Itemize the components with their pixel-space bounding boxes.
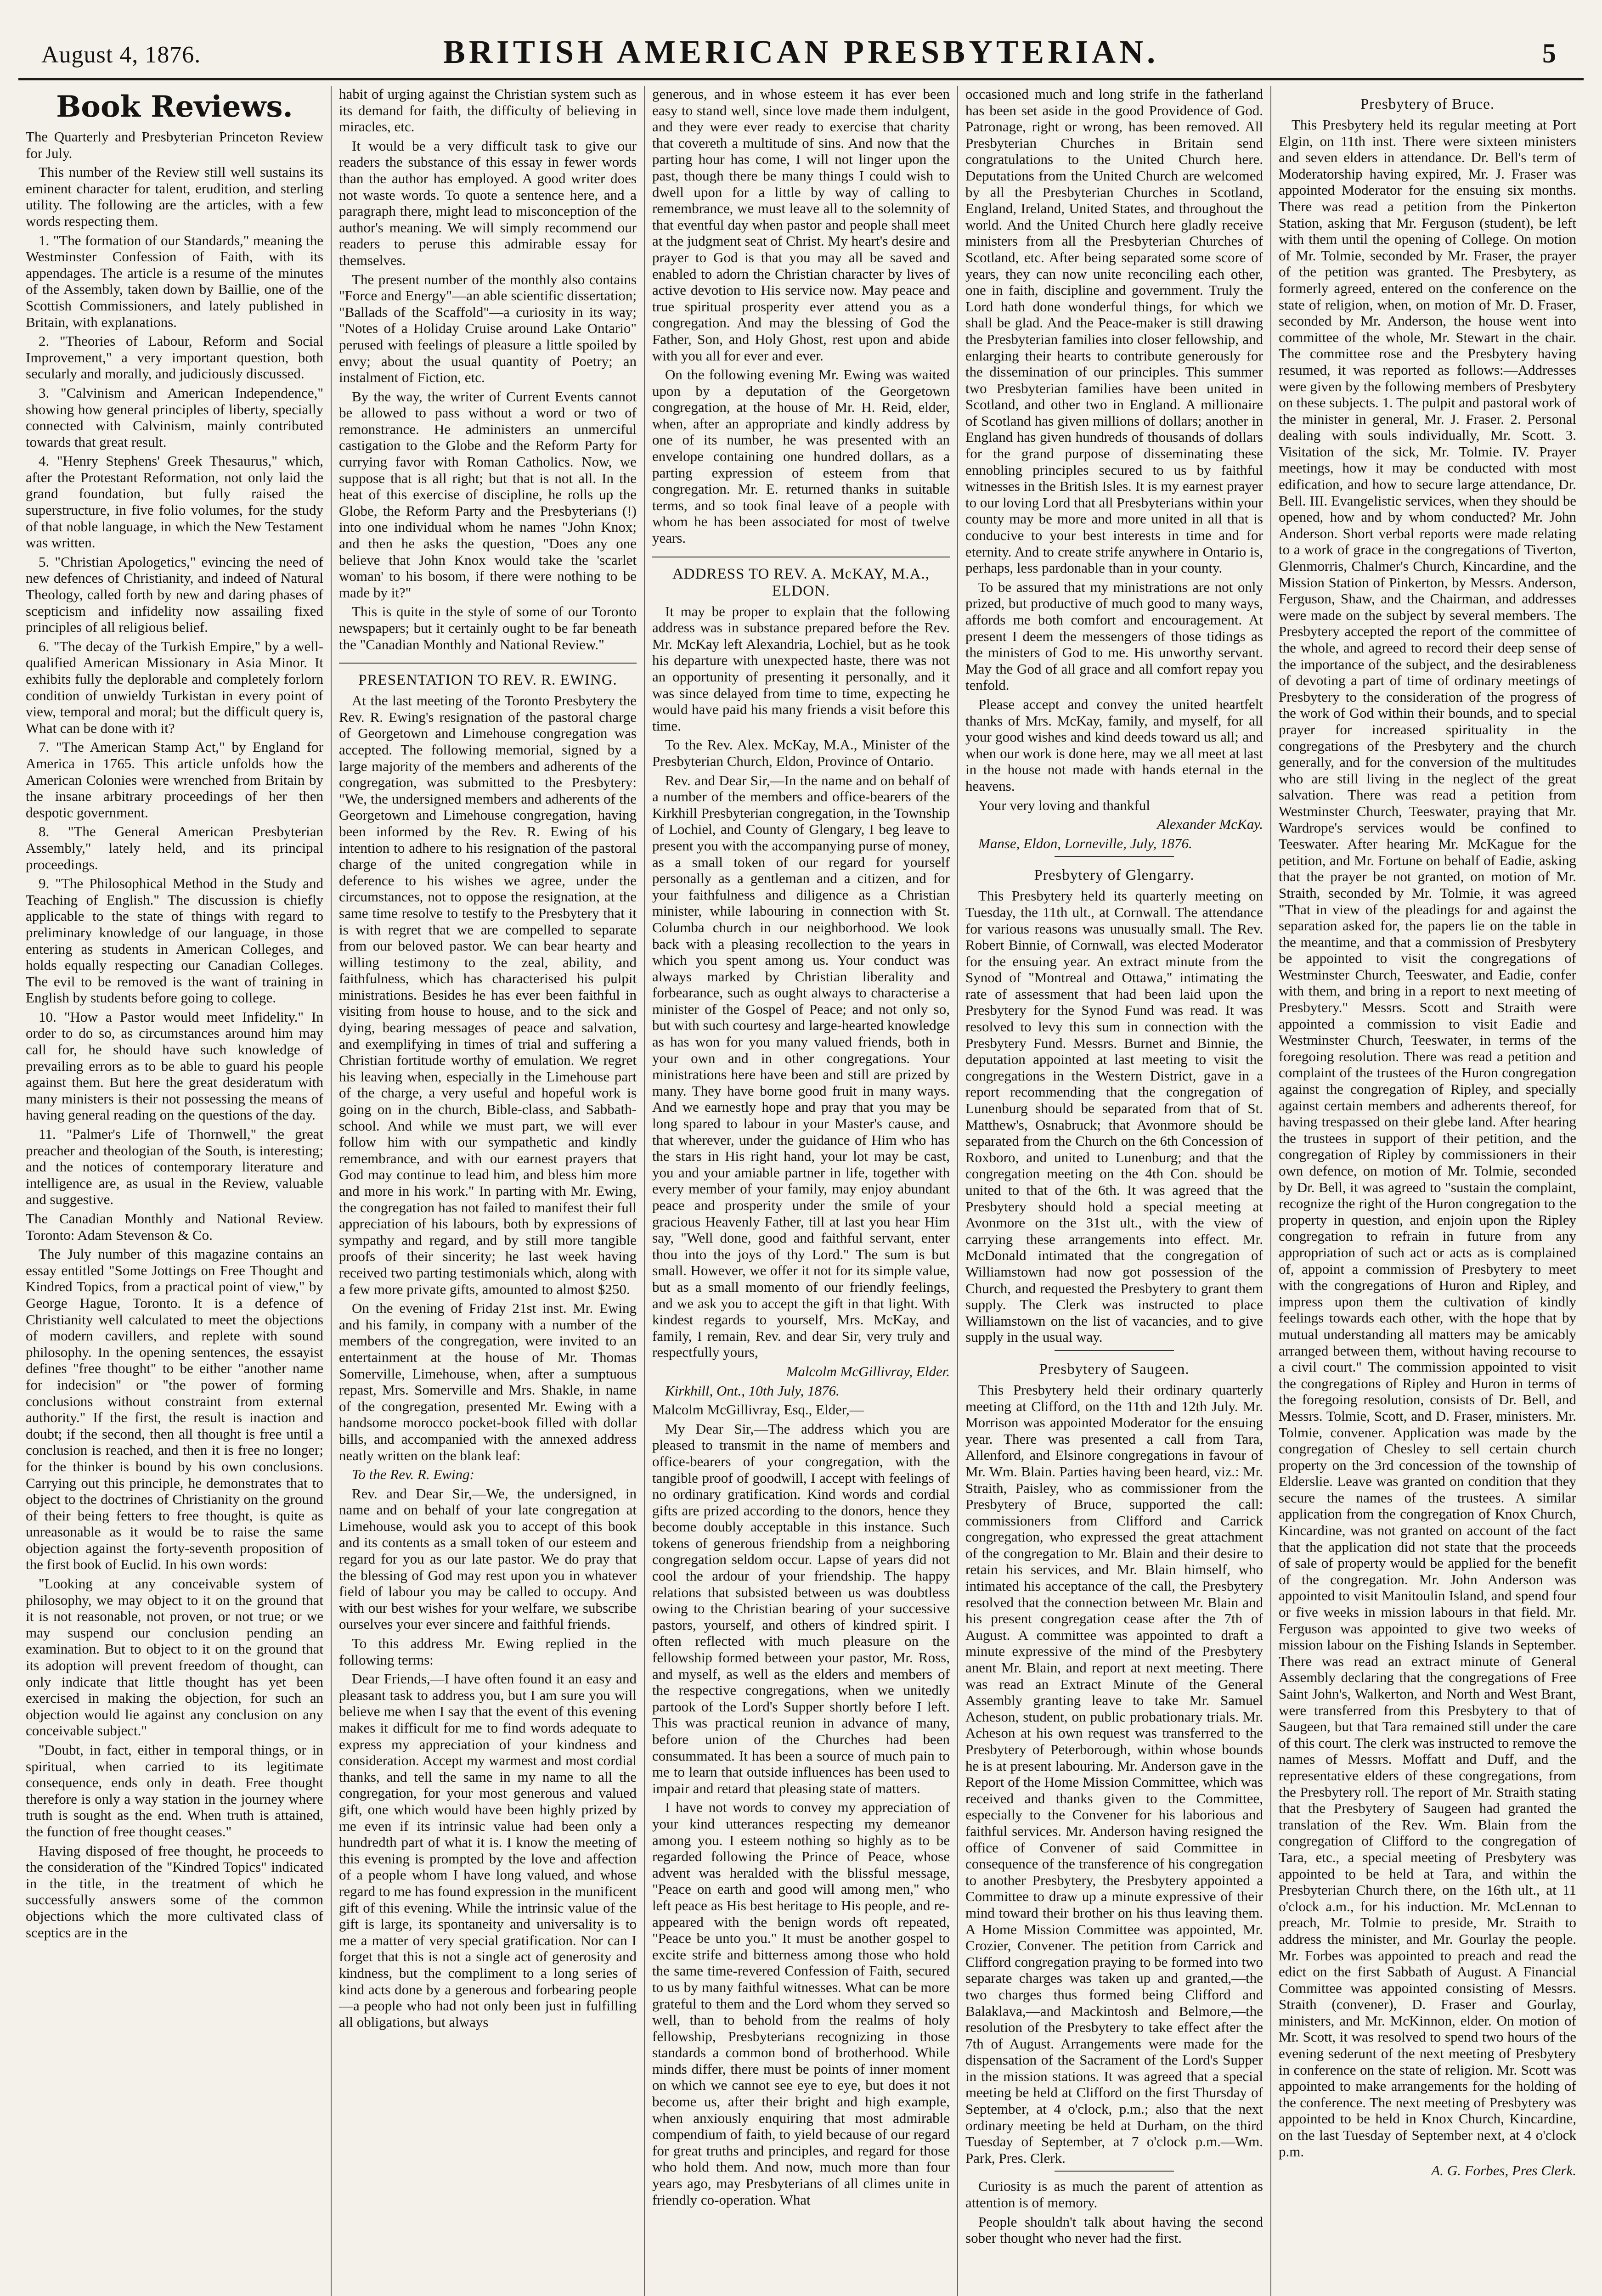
section-title-book-reviews: Book Reviews. bbox=[56, 90, 293, 124]
paragraph: This number of the Review still well sustains its eminent character for talent, erudition, and sterling utility. The following are the articles, with a few words respecting them. bbox=[26, 164, 323, 229]
paragraph: Having disposed of free thought, he proceeds to the consideration of the "Kindred Topics" indicated in the title, in the treatment of which he successfully answers some of the common objections which the more cultivated class of sceptics are in the bbox=[26, 1842, 323, 1941]
paragraph: The Canadian Monthly and National Review. Toronto: Adam Stevenson & Co. bbox=[26, 1210, 323, 1243]
paragraph: It may be proper to explain that the following address was in substance prepared before the Rev. Mr. McKay left Alexandria, Lochiel, but as he took his departure with unexpected haste, there was not an opportunity of presenting it personally, and it was since delayed from time to time, expecting he would have paid his many friends a visit before this time. bbox=[652, 603, 950, 734]
divider bbox=[1055, 2171, 1173, 2172]
salutation: Malcolm McGillivray, Esq., Elder,— bbox=[652, 1401, 864, 1418]
paragraph: On the evening of Friday 21st inst. Mr. Ewing and his family, in company with a number of the members of the congregation, were invited to an entertainment at the house of Mr. Thomas Somerville, Limehouse, when, after a sumptuous repast, Mrs. Somerville and Mrs. Shakle, in name of the congregation, presented Mr. Ewing with a handsome morocco pocket-book filled with dollar bills, and accompanied with the annexed address neatly written on the blank leaf: bbox=[339, 1300, 637, 1463]
paragraph: 2. "Theories of Labour, Reform and Social Improvement," a very important question, both secularly and morally, and judiciously discussed. bbox=[26, 333, 323, 382]
newspaper-title: BRITISH AMERICAN PRESBYTERIAN. bbox=[443, 34, 1159, 70]
paragraph: The present number of the monthly also contains "Force and Energy"—an able scientific dissertation; "Ballads of the Scaffold"—a curiosity in its way; "Notes of a Holiday Cruise around Lake Ontario" perused with feelings of pleasure a little spoiled by envy; about the usual quantity of Poetry; an instalment of Fiction, etc. bbox=[339, 271, 637, 386]
paragraph: "Doubt, in fact, either in temporal things, or in spiritual, when carried to its legitimate consequence, ends only in death. Free thought therefore is only a way station in the journey where truth is sought as the end. When truth is attained, the function of free thought ceases." bbox=[26, 1742, 323, 1840]
paragraph: By the way, the writer of Current Events cannot be allowed to pass without a word or two of remonstrance. He administers an unmerciful castigation to the Globe and the Reform Party for currying favor with Roman Catholics. Now, we suppose that is all right; but that is not all. In the heat of this exercise of discipline, he rolls up the Globe, the Reform Party and the Presbyterians (!) into one individual whom he names "John Knox; and then he asks the question, "Does any one believe that John Knox would take the 'scarlet woman' to his bosom, if there were nothing to be made by it?" bbox=[339, 388, 637, 601]
dateline: Manse, Eldon, Lorneville, July, 1876. bbox=[978, 835, 1192, 851]
paragraph: 10. "How a Pastor would meet Infidelity." In order to do so, as circumstances around him may call for, he should have such knowledge of prevailing errors as to be able to guard his people against them. But here the great desideratum with many ministers is their not possessing the means of having general reading on the questions of the day. bbox=[26, 1008, 323, 1123]
paragraph: The Quarterly and Presbyterian Princeton Review for July. bbox=[26, 129, 323, 161]
paragraph: Your very loving and thankful bbox=[978, 797, 1150, 813]
headline-presbytery-glengarry: Presbytery of Glengarry. bbox=[1034, 867, 1195, 884]
paragraph: generous, and in whose esteem it has ever been easy to stand well, since love made them indulgent, and they were ever ready to exercise that charity that covereth a multitude of sins. And now that the parting hour has come, I will not linger upon the past, though there be many things I could wish to dwell upon for a little by way of calling to remembrance, we must leave all to the solemnity of that eventful day when pastor and people shall meet at the judgment seat of Christ. My heart's desire and prayer to God is that you may all be saved and enabled to adorn the Christian character by lives of active devotion to His service now. May peace and true spiritual prosperity ever attend you as a congregation. And may the blessing of God the Father, Son, and Holy Ghost, rest upon and abide with you all for ever and ever. bbox=[652, 86, 950, 364]
page-number: 5 bbox=[1542, 38, 1556, 68]
signature: Alexander McKay. bbox=[1157, 816, 1263, 833]
column-4 bbox=[958, 86, 1271, 2296]
headline-presbytery-saugeen: Presbytery of Saugeen. bbox=[1039, 1361, 1190, 1378]
dateline: Kirkhill, Ont., 10th July, 1876. bbox=[665, 1382, 840, 1399]
paragraph: 7. "The American Stamp Act," by England for America in 1765. This article unfolds how the American Colonies were wrenched from Britain by the insane arbitrary proceedings of her then despotic government. bbox=[26, 739, 323, 821]
address-heading: To the Rev. R. Ewing: bbox=[352, 1466, 474, 1483]
paragraph: habit of urging against the Christian system such as its demand for faith, the difficulty of believing in miracles, etc. bbox=[339, 86, 637, 135]
paragraph: 6. "The decay of the Turkish Empire," by a well-qualified American Missionary in Asia Minor. It exhibits fully the deplorable and completely forlorn condition of unwieldy Turkistan in every point of view, temporal and moral; but the difficult query is, What can be done with it? bbox=[26, 638, 323, 736]
headline-address-mckay: ADDRESS TO REV. A. McKAY, M.A., ELDON. bbox=[652, 557, 950, 600]
paragraph: 3. "Calvinism and American Independence," showing how general principles of liberty, specially connected with Calvinism, mainly contributed towards that great result. bbox=[26, 384, 323, 450]
headline-presbytery-bruce: Presbytery of Bruce. bbox=[1360, 96, 1495, 113]
paragraph: This Presbytery held its quarterly meeting on Tuesday, the 11th ult., at Cornwall. The attendance for various reasons was unusually small. The Rev. Robert Binnie, of Cornwall, was elected Moderator for the ensuing year. An extract minute from the Synod of "Montreal and Ottawa," intimating the rate of assessment that had been laid upon the Presbytery for the Synod Fund was read. It was resolved to levy this sum in connection with the Presbytery Fund. Messrs. Burnet and Binnie, the deputation appointed at last meeting to visit the congregations in the Western District, gave in a report recommending that the congregation of Lunenburg should be separated from that of St. Matthew's, Osnabruck; that Avonmore should be separated from the Church on the 6th Concession of Roxboro, and united to Lunenburg; and that the congregation meeting on the 4th Con. should be united to that of the 6th. It was agreed that the Presbytery should hold a special meeting at Avonmore on the 31st ult., with the view of carrying these arrangements into effect. Mr. McDonald intimated that the congregation of Williamstown had now got possession of the Church, and requested the Presbytery to grant them supply. The Clerk was instructed to place Williamstown on the list of vacancies, and to give supply in the usual way. bbox=[965, 888, 1263, 1345]
signature: A. G. Forbes, Pres Clerk. bbox=[1431, 2162, 1576, 2179]
paragraph: 5. "Christian Apologetics," evincing the need of new defences of Christianity, and indeed of Natural Theology, called forth by new and daring phases of scepticism and infidelity now assailing fixed principles of all religious belief. bbox=[26, 553, 323, 636]
article-columns bbox=[18, 86, 1584, 2296]
paragraph: On the following evening Mr. Ewing was waited upon by a deputation of the Georgetown congregation, at the house of Mr. H. Reid, elder, when, after an appropriate and kindly address by one of its number, he was presented with an envelope containing one hundred dollars, as a parting expression of esteem from that congregation. Mr. E. returned thanks in suitable terms, and so took final leave of a people with whom he has been associated for most of twelve years. bbox=[652, 366, 950, 546]
divider bbox=[1055, 856, 1173, 857]
paragraph: Rev. and Dear Sir,—We, the undersigned, in name and on behalf of your late congregation at Limehouse, would ask you to accept of this book and its contents as a small token of our esteem and regard for you as our late pastor. We do pray that the blessing of God may rest upon you in whatever field of labour you may be called to occupy. And with our best wishes for your welfare, we subscribe ourselves your ever sincere and faithful friends. bbox=[339, 1485, 637, 1632]
issue-date: August 4, 1876. bbox=[41, 42, 201, 68]
paragraph: My Dear Sir,—The address which you are pleased to transmit in the name of members and office-bearers of your congregation, with the tangible proof of goodwill, I accept with feelings of no ordinary gratification. Kind words and cordial gifts are prized according to the donors, hence they become doubly acceptable in this instance. Such tokens of generous friendship from a neighboring congregation seldom occur. Lapse of years did not cool the ardour of your friendship. The happy relations that subsisted between us was doubtless owing to the Christian bearing of your successive pastors, yourself, and others of kindred spirit. I often reflected with much pleasure on the fellowship formed between your pastor, Mr. Ross, and myself, as well as the elders and members of the respective congregations, when we unitedly partook of the Lord's Supper shortly before I left. This was practical reunion in advance of many, before union of the Churches had been consummated. It has been a source of much pain to me to learn that outside influences has been used to impair and retard that pleasing state of matters. bbox=[652, 1420, 950, 1796]
paragraph: People shouldn't talk about having the second sober thought who never had the first. bbox=[965, 2213, 1263, 2246]
paragraph: Please accept and convey the united heartfelt thanks of Mrs. McKay, family, and myself, for all your good wishes and kind deeds toward us all; and when our work is done here, may we all meet at last in the house not made with hands eternal in the heavens. bbox=[965, 696, 1263, 794]
column-5 bbox=[1271, 86, 1584, 2296]
paragraph: occasioned much and long strife in the fatherland has been set aside in the good Providence of God. Patronage, right or wrong, has been removed. All Presbyterian Churches in Britain send congratulations to the United Church here. Deputations from the United Church are welcomed by all the Presbyterian Churches in Scotland, England, Ireland, United States, and throughout the world. And the United Church here gladly receive ministers from all the Presbyterian Churches of Scotland, etc. After being separated some score of years, they can now unite reconciling each other, one in faith, discipline and government. Truly the Lord hath done wonderful things, for which we shall be glad. And the Peace-maker is still drawing the Presbyterian families into closer fellowship, and enlarging their hearts to contribute generously for the dissemination of our principles. This summer two Presbyterian families have been united in Scotland, and other two in England. A millionaire of Scotland has given millions of dollars; another in England has given hundreds of thousands of dollars for the grand purpose of disseminating these ennobling principles secured to us by faithful witnesses in the British Isles. It is my earnest prayer to our loving Lord that all Presbyterians within your county may be more and more united in all that is conducive to your best interests in time and for eternity. And to create strife anywhere in Ontario is, perhaps, less pardonable than in your county. bbox=[965, 86, 1263, 576]
paragraph: The July number of this magazine contains an essay entitled "Some Jottings on Free Thought and Kindred Topics, from a practical point of view," by George Hague, Toronto. It is a defence of Christianity well calculated to meet the objections of modern cavillers, and replete with sound philosophy. In the opening sentences, the essayist defines "free thought" to be either "another name for indecision" or "the power of forming conclusions without constraint from external authority." If the first, the result is inaction and doubt; if the second, then all thought is free until a conclusion is reached, and then it is free no longer; for the thinker is bound by his own conclusions. Carrying out this principle, he demonstrates that to object to the doctrines of Christianity on the ground of their being fetters to free thought, is quite as unreasonable as it would be to raise the same objection against the forty-seventh proposition of the first book of Euclid. In his own words: bbox=[26, 1246, 323, 1573]
paragraph: 9. "The Philosophical Method in the Study and Teaching of English." The discussion is chiefly applicable to the state of things with regard to preliminary knowledge of our language, in those entering as students in American Colleges, and holds equally respecting our Canadian Colleges. The evil to be removed is the want of training in English by students before going to college. bbox=[26, 875, 323, 1006]
paragraph: It would be a very difficult task to give our readers the substance of this essay in fewer words than the author has employed. A good writer does not waste words. To quote a sentence here, and a paragraph there, might lead to misconception of the author's meaning. We will simply recommend our readers to peruse this admirable essay for themselves. bbox=[339, 137, 637, 268]
masthead bbox=[18, 9, 1584, 80]
paragraph: This Presbytery held its regular meeting at Port Elgin, on 11th inst. There were sixteen ministers and seven elders in attendance. Dr. Bell's term of Moderatorship having expired, Mr. J. Fraser was appointed Moderator for the ensuing six months. There was read a petition from the Pinkerton Station, asking that Mr. Ferguson (student), be left with them until the opening of College. On motion of Mr. Tolmie, seconded by Mr. Fraser, the prayer of the petition was granted. The Presbytery, as formerly agreed, entered on the conference on the state of religion, when, on motion of Mr. D. Fraser, seconded by Mr. Anderson, the house went into committee of the whole, Mr. Stewart in the chair. The committee rose and the Presbytery having resumed, it was reported as follows:—Addresses were given by the following members of Presbytery on these subjects. 1. The pulpit and pastoral work of the minister in general, Mr. J. Fraser. 2. Personal dealing with souls individually, Mr. Scott. 3. Visitation of the sick, Mr. Tolmie. IV. Prayer meetings, how it may be conducted with most edification, and how to secure large attendance, Dr. Bell. III. Evangelistic services, when they should be opened, how and by whom conducted? Mr. John Anderson. Short verbal reports were made relating to a work of grace in the congregations of Tiverton, Glenmorris, Chalmer's Church, Kincardine, and the Mission Station of Pinkerton, by Messrs. Anderson, Ferguson, Shaw, and the Chairman, and addresses were made on the subject by several members. The Presbytery accepted the report of the committee of the whole, and agreed to record their deep sense of the importance of the subject, and the desirableness of devoting a part of time of ordinary meetings of Presbytery to the consideration of the progress of the work of God within their bounds, and to special prayer for increased spirituality in the congregations of the Presbytery and the church generally, and for the conversion of the multitudes who are still living in the neglect of the great salvation. There was read a petition from Westminster Church, Teeswater, praying that Mr. Wardrope's services would be confined to Teeswater. After hearing Mr. McKague for the petition, and Mr. Fortune on behalf of Eadie, asking that the prayer be not granted, on motion of Mr. Straith, seconded by Mr. Tolmie, it was agreed "That in view of the pleadings for and against the separation asked for, the papers lie on the table in the meantime, and that a commission of Presbytery be appointed to visit the congregations of Westminster Church, Teeswater, and Eadie, confer with them, and bring in a report to next meeting of Presbytery." Messrs. Scott and Straith were appointed a commission to visit Eadie and Westminster Church, Teeswater, in terms of the foregoing resolution. There was read a petition and complaint of the trustees of the Huron congregation against the congregation of Ripley, and specially against certain members and adherents thereof, for having trespassed on their glebe land. After hearing the trustees in support of their petition, and the congregation of Ripley by commissioners in their own defence, on motion of Mr. Tolmie, seconded by Dr. Bell, it was agreed to "sustain the complaint, recognize the right of the Huron congregation to the property in question, and enjoin upon the Ripley congregation to refrain in future from any appropriation of such act or acts as is complained of, appoint a commission of Presbytery to meet with the congregations of Huron and Ripley, and impress upon them the cultivation of kindly feelings towards each other, with the hope that by mutual understanding all matters may be amicably arranged between them, without having recourse to a civil court." The commission appointed to visit the congregations of Ripley and Huron in terms of the foregoing resolution, consists of Dr. Bell, and Messrs. Tolmie, Scott, and D. Fraser, ministers. Mr. Tolmie, convener. Application was made by the congregation of Chesley to sell certain church property on the 3rd concession of the township of Elderslie. Leave was granted on condition that they secure the names of the trustees. A similar application from the congregation of Knox Church, Kincardine, was not granted on account of the fact that the application did not state that the proceeds of sale of property would be applied for the benefit of the congregation. Mr. John Anderson was appointed to visit Manitoulin Island, and spend four or five weeks in mission labours in that field. Mr. Ferguson was appointed to give two weeks of mission labour on the Fishing Islands in September. There was read an extract minute of General Assembly declaring that the congregations of Free Saint John's, Walkerton, and North and West Brant, were transferred from this Presbytery to that of Saugeen, but that Tara remained still under the care of this court. The clerk was instructed to remove the names of Messrs. Moffatt and Duff, and the representative elders of these congregations, from the Presbytery roll. The report of Mr. Straith stating that the Presbytery of Saugeen had granted the translation of the Rev. Wm. Blain from the congregation of Clifford to the congregation of Tara, etc., a special meeting of Presbytery was appointed to be held at Tara, and within the Presbyterian Church there, on the 16th ult., at 11 o'clock a.m., for his induction. Mr. McLennan to preach, Mr. Tolmie to preside, Mr. Straith to address the minister, and Mr. Gourlay the people. Mr. Forbes was appointed to preach and read the edict on the first Sabbath of August. A Financial Committee was appointed consisting of Messrs. Straith (convener), D. Fraser and Gourlay, ministers, and Mr. McKinnon, elder. On motion of Mr. Scott, it was resolved to spend two hours of the evening sederunt of the next meeting of Presbytery in conference on the state of religion. Mr. Scott was appointed to make arrangements for the holding of the conference. The next meeting of Presbytery was appointed to be held in Knox Church, Kincardine, on the last Tuesday of September next, at 4 o'clock p.m. bbox=[1279, 117, 1576, 2160]
paragraph: Rev. and Dear Sir,—In the name and on behalf of a number of the members and office-bearers of the Kirkhill Presbyterian congregation, in the Township of Lochiel, and County of Glengary, I beg leave to present you with the accompanying purse of money, as a small token of our regard for yourself personally as a gentleman and a citizen, and for your faithfulness and diligence as a Christian minister, while labouring in connection with St. Columba church in our neighborhood. We look back with a pleasing recollection to the years in which you spent among us. Your conduct was always marked by Christian liberality and forbearance, such as ought always to characterise a minister of the Gospel of Peace; and not only so, but with such courtesy and large-hearted knowledge as has won for you many valued friends, both in your own and in other congregations. Your ministrations here have been and still are prized by many. They have borne good fruit in many ways. And we earnestly hope and pray that you may be long spared to labour in your Master's cause, and that wherever, under the guidance of Him who has the stars in His right hand, your lot may be cast, you and your amiable partner in life, together with every member of your family, may enjoy abundant peace and prosperity under the smile of your gracious Heavenly Father, till at last you hear Him say, "Well done, good and faithful servant, enter thou into the joys of thy Lord." The sum is but small. However, we offer it not for its simple value, but as a small momento of our friendly feelings, and we ask you to accept the gift in that light. With kindest regards to yourself, Mrs. McKay, and family, I remain, Rev. and dear Sir, very truly and respectfully yours, bbox=[652, 772, 950, 1361]
divider bbox=[1055, 1350, 1173, 1351]
paragraph: To this address Mr. Ewing replied in the following terms: bbox=[339, 1635, 637, 1668]
column-2 bbox=[332, 86, 645, 2296]
column-3 bbox=[645, 86, 958, 2296]
paragraph: 1. "The formation of our Standards," meaning the Westminster Confession of Faith, with its appendages. The article is a resume of the minutes of the Assembly, taken down by Baillie, one of the Scottish Commissioners, and lately published in Britain, with explanations. bbox=[26, 232, 323, 330]
paragraph: 4. "Henry Stephens' Greek Thesaurus," which, after the Protestant Reformation, not only laid the grand foundation, but fully raised the superstructure, in five folio volumes, for the study of that noble language, in which the New Testament was written. bbox=[26, 453, 323, 551]
paragraph: Curiosity is as much the parent of attention as attention is of memory. bbox=[965, 2178, 1263, 2211]
paragraph: I have not words to convey my appreciation of your kind utterances respecting my demeanor among you. I esteem nothing so highly as to be regarded following the Prince of Peace, whose advent was heralded with the blissful message, "Peace on earth and good will among men," who left peace as His best heritage to His people, and re-appeared with the benign words oft repeated, "Peace be unto you." It must be another gospel to excite strife and bitterness among those who hold the same time-revered Confession of Faith, secured to us by many faithful witnesses. What can be more grateful to them and the Lord whom they served so well, than to behold from the realms of holy fellowship, Presbyterians recognizing in those standards a common bond of brotherhood. While minds differ, there must be points of inner moment on which we cannot see eye to eye, but does it not become us, after their bright and high example, when anxiously enquiring that most admirable compendium of faith, to yield because of our regard for great truths and principles, and regard for those who hold them. And now, much more than four years ago, may Presbyterians of all climes unite in friendly co-operation. What bbox=[652, 1799, 950, 2208]
paragraph: Dear Friends,—I have often found it an easy and pleasant task to address you, but I am sure you will believe me when I say that the event of this evening makes it difficult for me to find words adequate to express my appreciation of your kindness and consideration. Accept my warmest and most cordial thanks, and tell the same in my name to all the congregation, for your most generous and valued gift, one which would have been highly prized by me even if its intrinsic value had been only a hundredth part of what it is. I know the meeting of this evening is prompted by the love and affection of a people whom I have long valued, and whose regard to me has found expression in the munificent gift of this evening. While the intrinsic value of the gift is large, its spontaneity and universality is to me a matter of very special gratification. Nor can I forget that this is not a single act of generosity and kindness, but the compliment to a long series of kind acts done by a generous and forbearing people—a people who had not only been just in fulfilling all obligations, but always bbox=[339, 1671, 637, 2030]
paragraph: At the last meeting of the Toronto Presbytery the Rev. R. Ewing's resignation of the pastoral charge of Georgetown and Limehouse congregation was accepted. The following memorial, signed by a large majority of the members and adherents of the congregation, was submitted to the Presbytery: "We, the undersigned members and adherents of the Georgetown and Limehouse congregation, having been informed by the Rev. R. Ewing of his intention to adhere to his resignation of the pastoral charge of the united congregation while in deference to his wishes we agree, under the circumstances, not to oppose the resignation, at the same time resolve to testify to the Presbytery that it is with regret that we are compelled to separate from our beloved pastor. We can bear hearty and willing testimony to the zeal, ability, and faithfulness, which has characterised his pulpit ministrations. Besides he has ever been faithful in visiting from house to house, and to the sick and dying, bearing messages of peace and salvation, and exemplifying in times of trial and suffering a Christian fortitude worthy of emulation. We regret his leaving when, especially in the Limehouse part of the charge, a very useful and hopeful work is going on in the church, Bible-class, and Sabbath-school. And while we must part, we will ever follow him with our sympathetic and kindly remembrance, and with our earnest prayers that God may continue to lead him, and bless him more and more in his work." In parting with Mr. Ewing, the congregation has not failed to manifest their full appreciation of his labours, both by expressions of sympathy and regard, and by still more tangible proofs of their sincerity; he last week having received two parting testimonials which, along with a few more private gifts, amounted to almost $250. bbox=[339, 692, 637, 1297]
paragraph: To be assured that my ministrations are not only prized, but productive of much good to many ways, affords me both comfort and encouragement. At present I deem the messengers of those tidings as the ministers of God to me. His unworthy servant. May the God of all grace and all comfort repay you tenfold. bbox=[965, 579, 1263, 693]
paragraph: 11. "Palmer's Life of Thornwell," the great preacher and theologian of the South, is interesting; and the notices of contemporary literature and intelligence are, as usual in the Review, valuable and suggestive. bbox=[26, 1126, 323, 1208]
paragraph: This is quite in the style of some of our Toronto newspapers; but it certainly ought to be far beneath the "Canadian Monthly and National Review." bbox=[339, 603, 637, 653]
headline-presentation-ewing: PRESENTATION TO REV. R. EWING. bbox=[339, 663, 637, 689]
column-1 bbox=[18, 86, 332, 2296]
paragraph: "Looking at any conceivable system of philosophy, we may object to it on the ground that it is not reasonable, not proven, or not true; or we may suspend our conclusion pending an examination. But to object to it on the ground that its adoption will prevent freedom of thought, can only indicate that little thought has yet been exercised in making the objection, for such an objection would lie against any conclusion on any conceivable subject." bbox=[26, 1576, 323, 1739]
paragraph: To the Rev. Alex. McKay, M.A., Minister of the Presbyterian Church, Eldon, Province of Ontario. bbox=[652, 737, 950, 769]
paragraph: This Presbytery held their ordinary quarterly meeting at Clifford, on the 11th and 12th July. Mr. Morrison was appointed Moderator for the ensuing year. There was presented a call from Tara, Allenford, and Elsinore congregations in favour of Mr. Wm. Blain. Parties having been heard, viz.: Mr. Straith, Paisley, who as commissioner from the Presbytery of Bruce, supported the call: commissioners from Clifford and Carrick congregation, who expressed the great attachment of the congregation to Mr. Blain and their desire to retain his services, and Mr. Blain himself, who intimated his acceptance of the call, the Presbytery resolved that the connection between Mr. Blain and his present congregation cease after the 7th of August. A committee was appointed to draft a minute expressive of the mind of the Presbytery anent Mr. Blain, and report at next meeting. There was read an Extract Minute of the General Assembly granting leave to take Mr. Samuel Acheson, student, on public probationary trials. Mr. Acheson at his own request was transferred to the Presbytery of Peterborough, within whose bounds he is at present labouring. Mr. Anderson gave in the Report of the Home Mission Committee, which was received and thanks given to the Committee, especially to the Convener for his laborious and faithful services. Mr. Anderson having resigned the office of Convener of said Committee in consequence of the transference of his congregation to another Presbytery, the Presbytery appointed a Committee to draw up a minute expressive of their mind toward their brother on his thus leaving them. A Home Mission Committee was appointed, Mr. Crozier, Convener. The petition from Carrick and Clifford congregation praying to be formed into two separate charges was taken up and granted,—the two charges thus formed being Clifford and Balaklava,—and Mackintosh and Belmore,—the resolution of the Presbytery to take effect after the 7th of August. Arrangements were made for the dispensation of the Sacrament of the Lord's Supper in the mission stations. It was agreed that a special meeting be held at Clifford on the first Thursday of September, at 4 o'clock, p.m.; also that the next ordinary meeting be held at Durham, on the third Tuesday of September, at 7 o'clock p.m.—Wm. Park, Pres. Clerk. bbox=[965, 1381, 1263, 2166]
paragraph: 8. "The General American Presbyterian Assembly," lately held, and its principal proceedings. bbox=[26, 823, 323, 872]
signature: Malcolm McGillivray, Elder. bbox=[786, 1363, 950, 1379]
